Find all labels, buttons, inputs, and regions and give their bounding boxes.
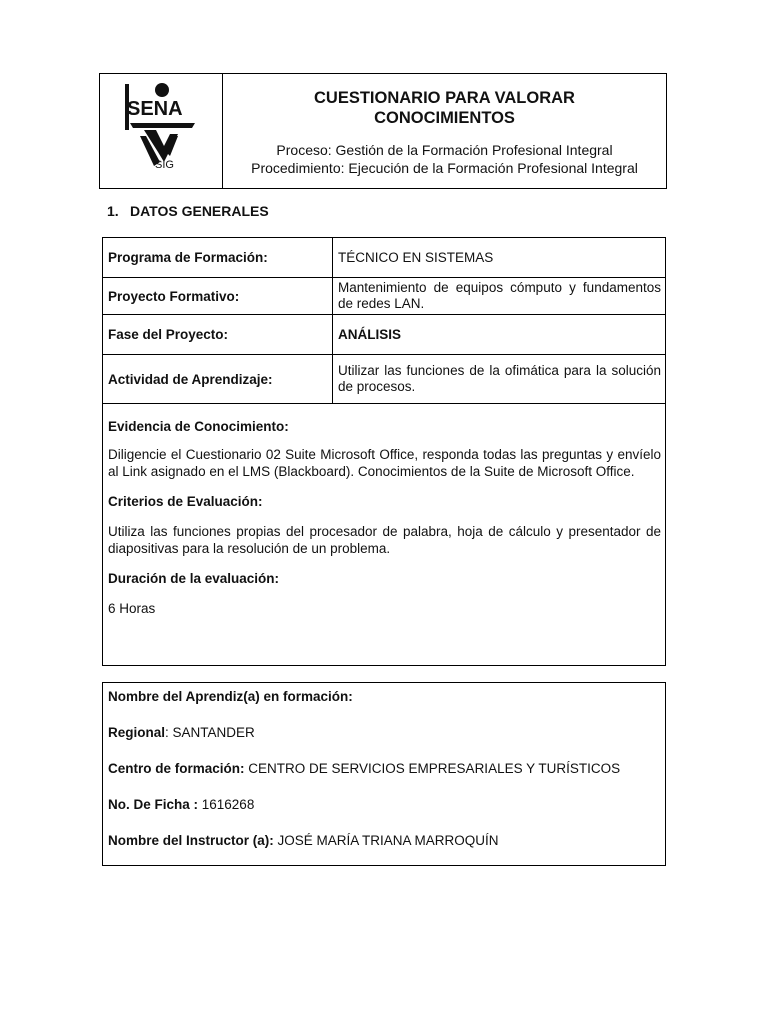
duracion-title: Duración de la evaluación:	[108, 571, 280, 586]
centro-value: CENTRO DE SERVICIOS EMPRESARIALES Y TURÍSTICOS	[244, 761, 621, 776]
criterios-text: Utiliza las funciones propias del procesador de palabra, hoja de cálculo y presentador de diapositivas para la resolución de un problema.	[108, 524, 661, 556]
programa-label: Programa de Formación:	[103, 238, 333, 278]
evidencia-text: Diligencie el Cuestionario 02 Suite Microsoft Office, responda todas las preguntas y envíelo al Link asignado en el LMS (Blackboard). Conocimientos de la Suite de Microsoft Office.	[108, 447, 661, 479]
datos-generales-table	[102, 237, 666, 404]
instructor-row	[108, 833, 661, 849]
proceso-line: Proceso: Gestión de la Formación Profesional Integral	[276, 142, 613, 158]
ficha-row	[108, 797, 661, 813]
document-header	[99, 73, 667, 189]
regional-row	[108, 725, 661, 741]
document-title: CUESTIONARIO PARA VALORAR CONOCIMIENTOS	[314, 89, 575, 127]
header-title-cell	[223, 74, 666, 188]
section-heading	[107, 203, 269, 219]
actividad-value: Utilizar las funciones de la ofimática para la solución de procesos.	[333, 355, 666, 404]
regional-label: Regional	[108, 725, 166, 740]
instructor-value: JOSÉ MARÍA TRIANA MARROQUÍN	[273, 833, 499, 848]
fase-label: Fase del Proyecto:	[103, 315, 333, 355]
sena-logo-graphic	[100, 74, 222, 188]
logo-subtext: SIG	[155, 159, 174, 171]
centro-row	[108, 761, 661, 777]
actividad-label: Actividad de Aprendizaje:	[103, 355, 333, 404]
nombre-aprendiz-label: Nombre del Aprendiz(a) en formación:	[108, 689, 353, 704]
procedimiento-line: Procedimiento: Ejecución de la Formación Profesional Integral	[251, 160, 638, 176]
aprendiz-box	[102, 682, 666, 866]
instructor-label: Nombre del Instructor (a):	[108, 833, 274, 848]
fase-value: ANÁLISIS	[333, 315, 666, 355]
evidencia-title: Evidencia de Conocimiento:	[108, 419, 289, 434]
ficha-label: No. De Ficha :	[108, 797, 199, 812]
centro-label: Centro de formación:	[108, 761, 245, 776]
logo-wordmark: SENA	[127, 98, 183, 120]
evidencia-box	[102, 403, 666, 666]
proyecto-value: Mantenimiento de equipos cómputo y fundamentos de redes LAN.	[333, 278, 666, 315]
regional-value: : SANTANDER	[165, 725, 255, 740]
section-title-text: DATOS GENERALES	[130, 203, 269, 219]
proyecto-label: Proyecto Formativo:	[103, 278, 333, 315]
sena-logo	[100, 74, 223, 188]
criterios-title: Criterios de Evaluación:	[108, 494, 263, 509]
programa-value: TÉCNICO EN SISTEMAS	[333, 238, 666, 278]
duracion-text: 6 Horas	[108, 601, 156, 616]
table-row	[103, 315, 666, 355]
ficha-value: 1616268	[198, 797, 255, 812]
nombre-aprendiz-row	[108, 689, 661, 705]
section-number: 1.	[107, 203, 119, 219]
table-row	[103, 355, 666, 404]
table-row	[103, 278, 666, 315]
table-row	[103, 238, 666, 278]
